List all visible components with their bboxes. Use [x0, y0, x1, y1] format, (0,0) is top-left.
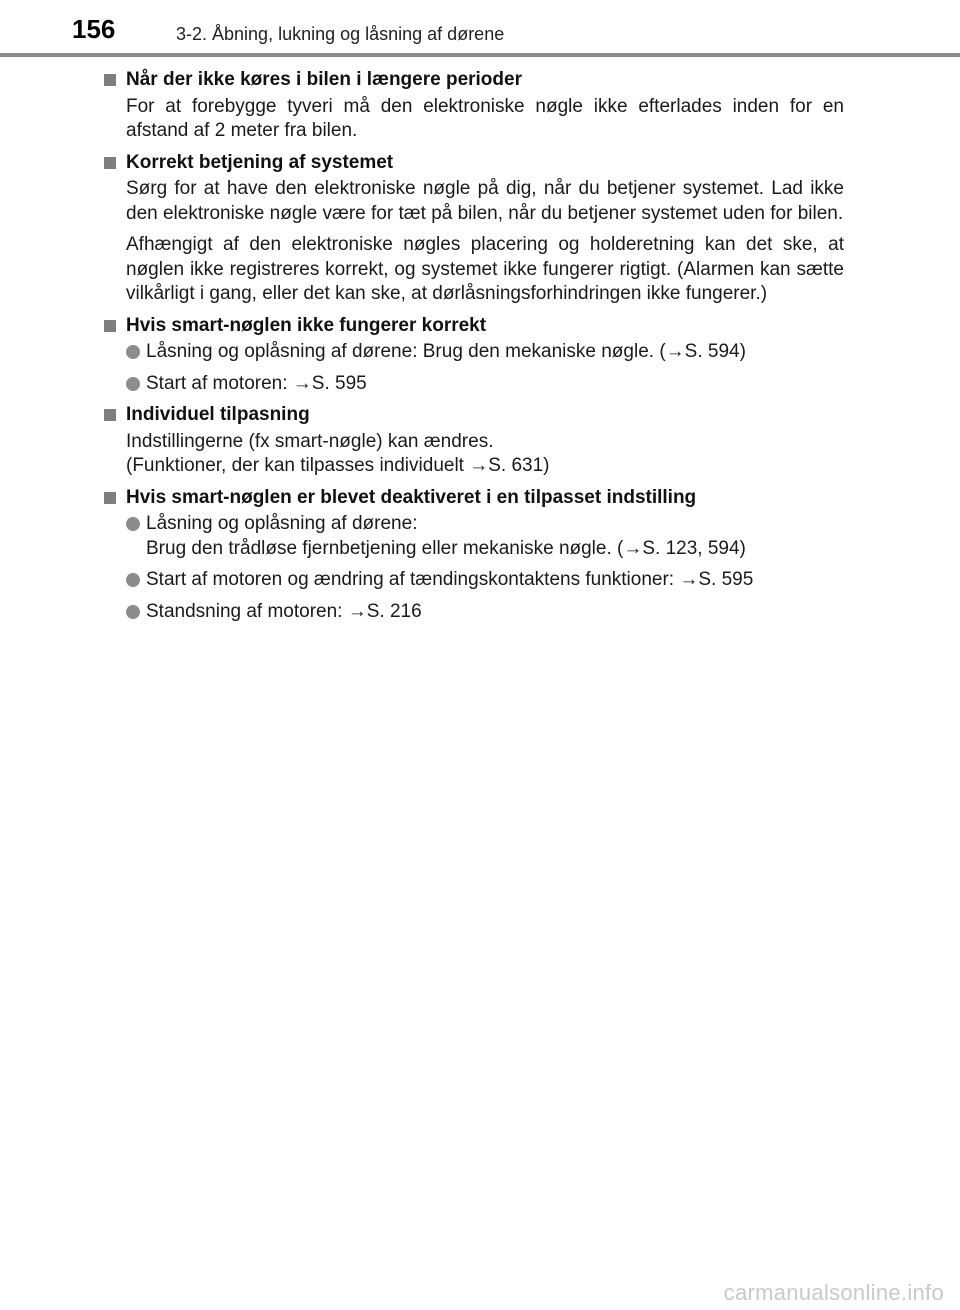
- page-header: [0, 0, 960, 60]
- heading-text: Når der ikke køres i bilen i længere perioder: [126, 69, 522, 90]
- section-heading: [104, 403, 844, 428]
- heading-text: Individuel tilpasning: [126, 404, 310, 425]
- list-item: [126, 372, 844, 397]
- square-bullet-icon: [104, 492, 116, 504]
- square-bullet-icon: [104, 320, 116, 332]
- list-item-text: Låsning og oplåsning af dørene: Brug den mekaniske nøgle. (→S. 594): [146, 341, 746, 362]
- watermark: carmanualsonline.info: [723, 1280, 944, 1305]
- list-item: [126, 512, 844, 561]
- round-bullet-icon: [126, 605, 140, 619]
- section-heading: [104, 68, 844, 93]
- section-heading: [104, 151, 844, 176]
- list-item-text: Start af motoren: →S. 595: [146, 372, 367, 394]
- paragraph: For at forebygge tyveri må den elektroniske nøgle ikke efterlades inden for en afstand af 2 meter fra bilen.: [126, 95, 844, 141]
- list-item-text: Standsning af motoren: →S. 216: [146, 600, 422, 622]
- paragraph: Indstillingerne (fx smart-nøgle) kan ændres. (Funktioner, der kan tilpasses individuelt →S. 631): [126, 430, 550, 476]
- square-bullet-icon: [104, 157, 116, 169]
- section-title: 3-2. Åbning, lukning og låsning af dørene: [176, 24, 505, 44]
- heading-text: Korrekt betjening af systemet: [126, 151, 394, 173]
- main-content: [104, 68, 844, 631]
- header-divider: [0, 53, 960, 57]
- heading-text: Hvis smart-nøglen ikke fungerer korrekt: [126, 314, 487, 336]
- section-heading: [104, 314, 844, 339]
- heading-text: Hvis smart-nøglen er blevet deaktiveret i en tilpasset indstilling: [126, 486, 697, 508]
- list-item: [126, 600, 844, 625]
- round-bullet-icon: [126, 517, 140, 531]
- square-bullet-icon: [104, 74, 116, 86]
- list-item: [126, 340, 844, 365]
- page-number: 156: [72, 14, 116, 44]
- list-item: [126, 568, 844, 593]
- square-bullet-icon: [104, 409, 116, 421]
- round-bullet-icon: [126, 377, 140, 391]
- round-bullet-icon: [126, 573, 140, 587]
- section-heading: [104, 486, 844, 511]
- round-bullet-icon: [126, 345, 140, 359]
- paragraph: Sørg for at have den elektroniske nøgle på dig, når du betjener systemet. Lad ikke den elektroniske nøgle være for tæt på bilen, når du betjener systemet uden for bilen.: [126, 178, 844, 224]
- list-item-text: Låsning og oplåsning af dørene: Brug den trådløse fjernbetjening eller mekaniske nøgle. (→S. 123, 594): [146, 513, 746, 559]
- list-item-text: Start af motoren og ændring af tændingskontaktens funktioner: →S. 595: [146, 569, 754, 590]
- paragraph: Afhængigt af den elektroniske nøgles placering og holderetning kan det ske, at nøglen ikke registreres korrekt, og systemet ikke fungerer rigtigt. (Alarmen kan sætte vilkårligt i gang, eller det kan ske, at dørlåsningsforhindringen ikke fungerer.): [126, 234, 844, 304]
